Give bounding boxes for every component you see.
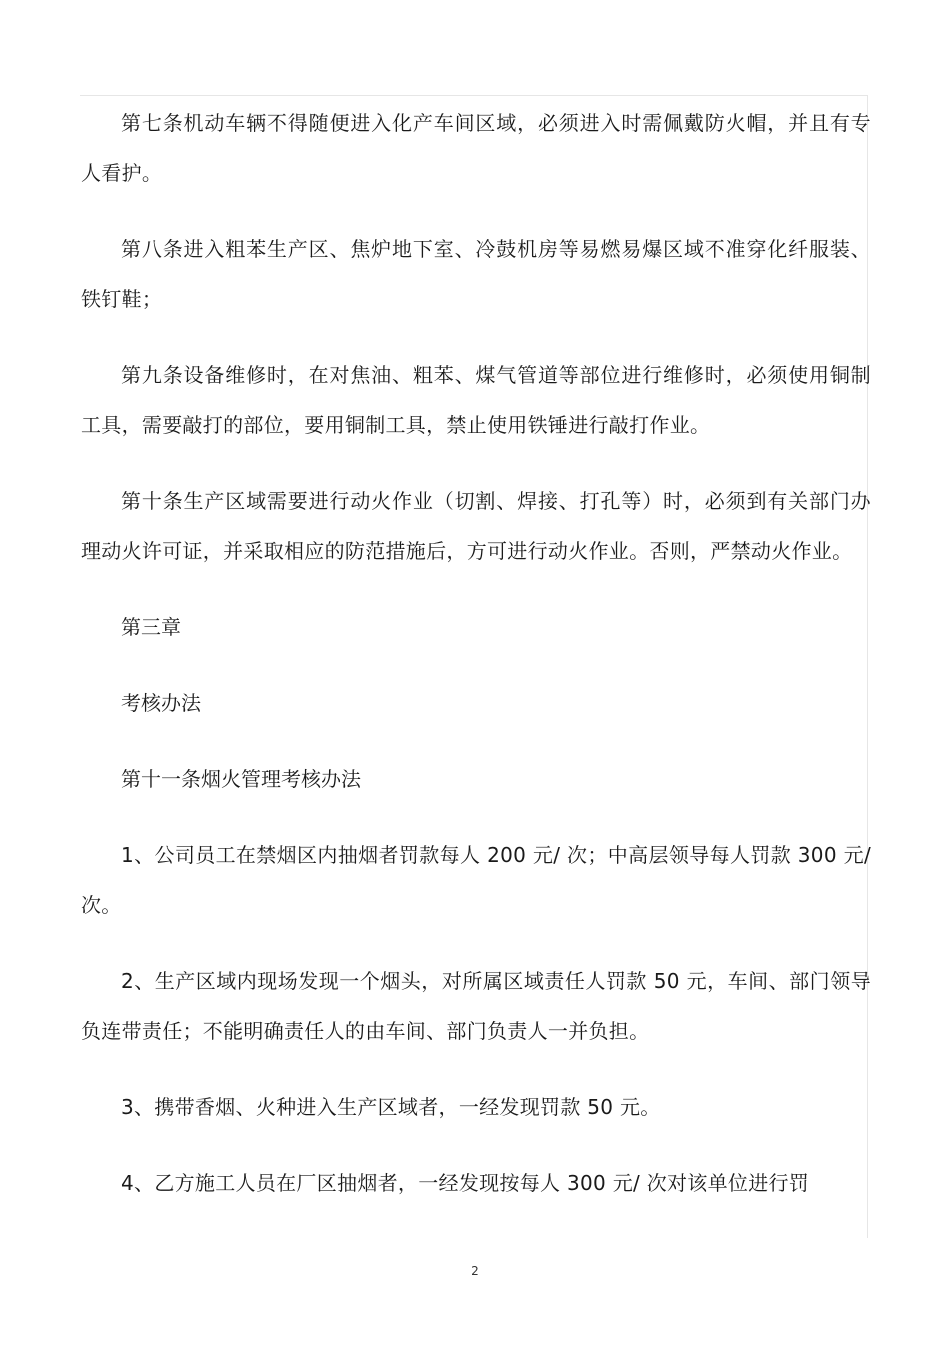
- item-2: 2、生产区域内现场发现一个烟头，对所属区域责任人罚款 50 元，车间、部门领导负连带责任；不能明确责任人的由车间、部门负责人一并负担。: [81, 969, 871, 1043]
- page-number: 2: [471, 1264, 479, 1278]
- article-8: 第八条进入粗苯生产区、焦炉地下室、冷鼓机房等易燃易爆区域不准穿化纤服装、铁钉鞋；: [81, 237, 871, 311]
- chapter-title: 考核办法: [121, 691, 201, 715]
- article-7: 第七条机动车辆不得随便进入化产车间区域，必须进入时需佩戴防火帽，并且有专人看护。: [81, 111, 871, 185]
- article-10: 第十条生产区域需要进行动火作业（切割、焊接、打孔等）时，必须到有关部门办理动火许可证，并采取相应的防范措施后，方可进行动火作业。否则，严禁动火作业。: [81, 489, 871, 563]
- document-body: [81, 98, 871, 1234]
- item-1: 1、公司员工在禁烟区内抽烟者罚款每人 200 元/ 次；中高层领导每人罚款 300 元/ 次。: [81, 843, 871, 917]
- item-4: 4、乙方施工人员在厂区抽烟者，一经发现按每人 300 元/ 次对该单位进行罚: [121, 1171, 810, 1195]
- article-11-title: 第十一条烟火管理考核办法: [121, 767, 361, 791]
- chapter-number: 第三章: [121, 615, 181, 639]
- article-9: 第九条设备维修时，在对焦油、粗苯、煤气管道等部位进行维修时，必须使用铜制工具，需要敲打的部位，要用铜制工具，禁止使用铁锤进行敲打作业。: [81, 363, 871, 437]
- item-3: 3、携带香烟、火种进入生产区域者，一经发现罚款 50 元。: [121, 1095, 661, 1119]
